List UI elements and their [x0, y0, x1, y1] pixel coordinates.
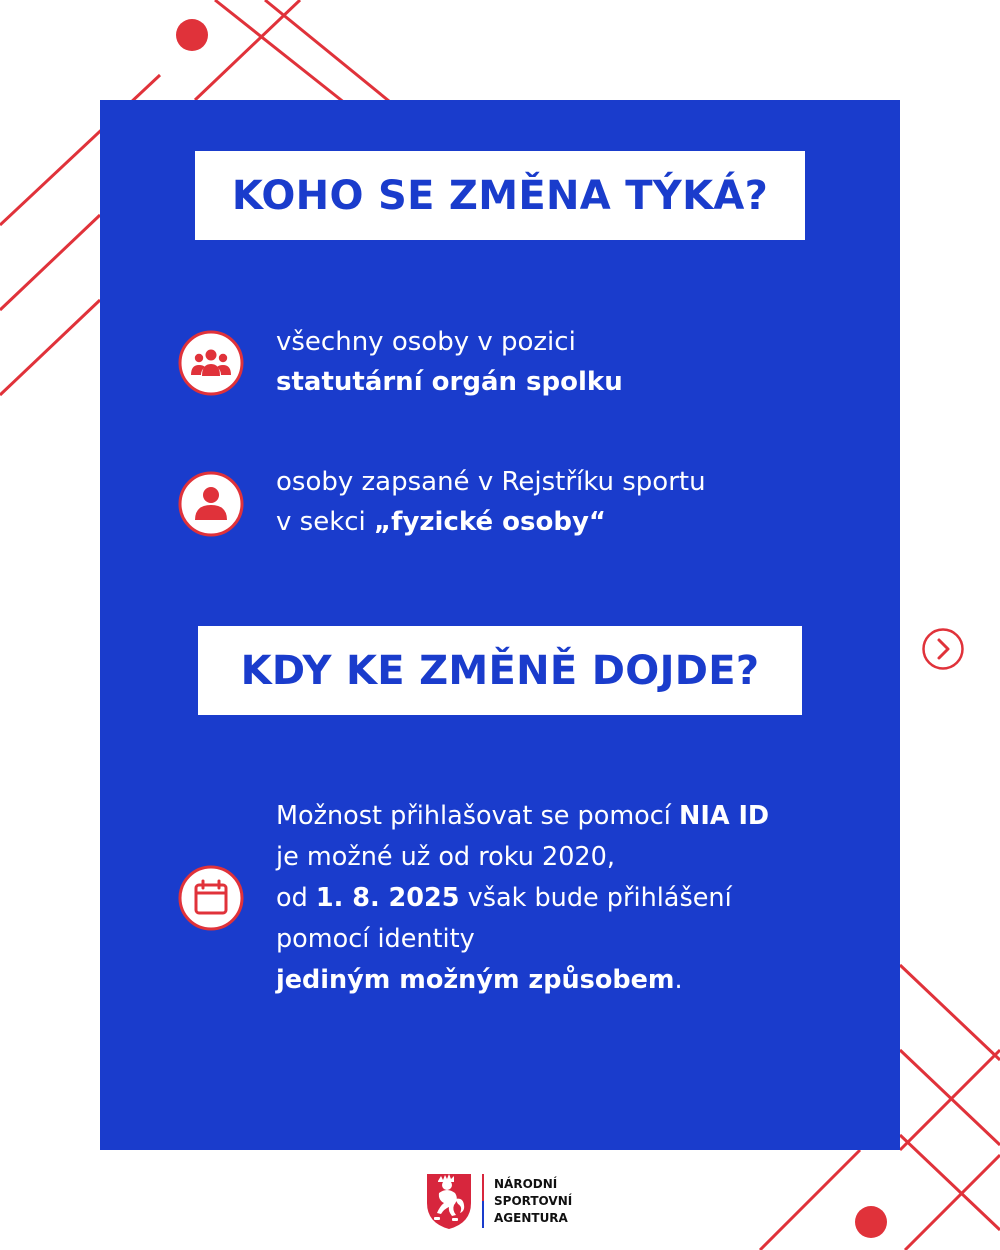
who-item-1-bold: statutární orgán spolku [276, 367, 623, 397]
organization-name [494, 1176, 572, 1227]
when-item-nia-id [276, 796, 769, 1001]
org-name-line3: AGENTURA [494, 1210, 568, 1225]
footer-logo [424, 1170, 572, 1232]
who-item-2-prefix: v sekci [276, 507, 375, 537]
when-line5-suffix: . [674, 965, 683, 995]
when-line2: je možné už od roku 2020, [276, 842, 615, 872]
czech-lion-crest-icon [424, 1171, 474, 1231]
when-line4: pomocí identity [276, 924, 475, 954]
group-users-icon [178, 330, 244, 396]
who-item-1-line1: všechny osoby v pozici [276, 327, 576, 357]
who-item-statutory [276, 322, 623, 402]
when-line3-suffix: však bude přihlášení [459, 883, 732, 913]
org-name-line1: NÁRODNÍ [494, 1176, 558, 1191]
who-item-physical-persons [276, 462, 706, 542]
section-title-who: KOHO SE ZMĚNA TÝKÁ? [231, 172, 769, 219]
when-line3-prefix: od [276, 883, 316, 913]
when-line1-prefix: Možnost přihlašovat se pomocí [276, 801, 679, 831]
org-name-line2: SPORTOVNÍ [494, 1193, 573, 1208]
section-title-when: KDY KE ZMĚNĚ DOJDE? [240, 647, 760, 694]
when-line5-bold: jediným možným způsobem [276, 965, 675, 995]
who-item-2-line1: osoby zapsané v Rejstříku sportu [276, 467, 706, 497]
when-line1-bold: NIA ID [679, 801, 770, 831]
chevron-right-icon[interactable] [921, 627, 965, 671]
who-item-2-bold: „fyzické osoby“ [374, 507, 606, 537]
footer-divider [482, 1174, 484, 1228]
section-heading-when [198, 626, 802, 715]
info-panel [100, 100, 900, 1150]
calendar-icon [178, 865, 244, 931]
section-heading-who [195, 151, 805, 240]
single-user-icon [178, 471, 244, 537]
when-line3-date: 1. 8. 2025 [315, 883, 460, 913]
